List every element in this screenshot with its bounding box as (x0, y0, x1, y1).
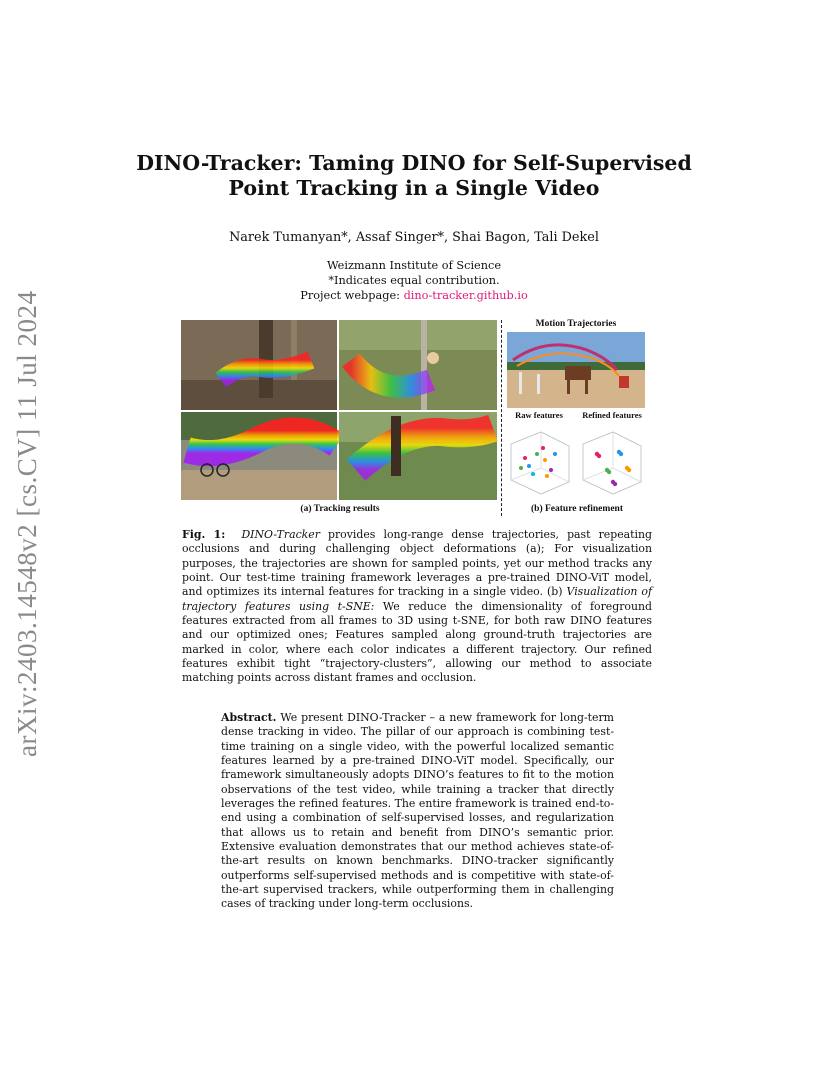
arxiv-identifier: arXiv:2403.14548v2 [cs.CV] 11 Jul 2024 (12, 290, 42, 757)
figure-1 (181, 320, 647, 516)
caption-fig-label: Fig. 1: (182, 528, 226, 541)
motion-trajectories-image (507, 332, 645, 408)
title-line-2: Point Tracking in a Single Video (228, 176, 600, 200)
label-feature-refinement: (b) Feature refinement (531, 504, 623, 514)
caption-text-1: provides long-range dense trajectories, past repeating occlusions and during challenging object deformations (a); For visualization purposes, the trajectories are shown for sampled points, yet our method tracks any point. Our test-time training framework leverages a pre-trained DINO-ViT model, and optimizes its internal features for tracking in a single video. (b) (182, 528, 652, 599)
figure-caption (182, 528, 652, 686)
motion-trajectories-title: Motion Trajectories (535, 319, 617, 329)
figure-separator (501, 320, 502, 516)
raw-features-tsne-plot (507, 424, 573, 500)
equal-contribution-note: *Indicates equal contribution. (328, 274, 500, 287)
project-webpage (0, 288, 828, 303)
webpage-link[interactable]: dino-tracker.github.io (403, 289, 528, 302)
tracking-results-panels (181, 320, 499, 500)
affiliation: Weizmann Institute of Science (326, 259, 502, 272)
label-tracking-results: (a) Tracking results (300, 504, 380, 514)
refined-features-tsne-plot (579, 424, 645, 500)
author-list: Narek Tumanyan*, Assaf Singer*, Shai Bagon, Tali Dekel (229, 230, 599, 245)
refined-features-label: Refined features (582, 410, 642, 420)
caption-text-2: We reduce the dimensionality of foreground features extracted from all frames to 3D using t-SNE, for both raw DINO features and our optimized ones; Features sampled along ground-truth trajectories are marked in color, where each color indicates a different trajectory. Our refined features exhibit tight “trajectory-clusters”, allowing our method to associate matching points across distant frames and occlusion. (182, 599, 652, 685)
abstract (221, 711, 614, 912)
affiliation-block (0, 258, 828, 303)
raw-features-label: Raw features (515, 410, 563, 420)
webpage-label: Project webpage: (300, 289, 404, 302)
abstract-text: We present DINO-Tracker – a new framework for long-term dense tracking in video. The pillar of our approach is combining test-time training on a single video, with the powerful localized semantic features learned by a pre-trained DINO-ViT model. Specifically, our framework simultaneously adopts DINO’s features to fit to the motion observations of the test video, while training a tracker that directly leverages the refined features. The entire framework is trained end-to-end using a combination of self-supervised losses, and regularization that allows us to retain and benefit from DINO’s semantic prior. Extensive evaluation demonstrates that our method achieves state-of-the-art results on known benchmarks. DINO-tracker significantly outperforms self-supervised methods and is competitive with state-of-the-art supervised trackers, while outperforming them in challenging cases of tracking under long-term occlusions. (221, 711, 614, 911)
title-line-1: DINO-Tracker: Taming DINO for Self-Supervised (136, 151, 692, 175)
abstract-heading: Abstract. (221, 711, 277, 724)
caption-method-name: DINO-Tracker (241, 528, 320, 541)
caption-viz-title: Visualization of trajectory features using t-SNE: (182, 585, 652, 613)
paper-title (0, 151, 828, 201)
